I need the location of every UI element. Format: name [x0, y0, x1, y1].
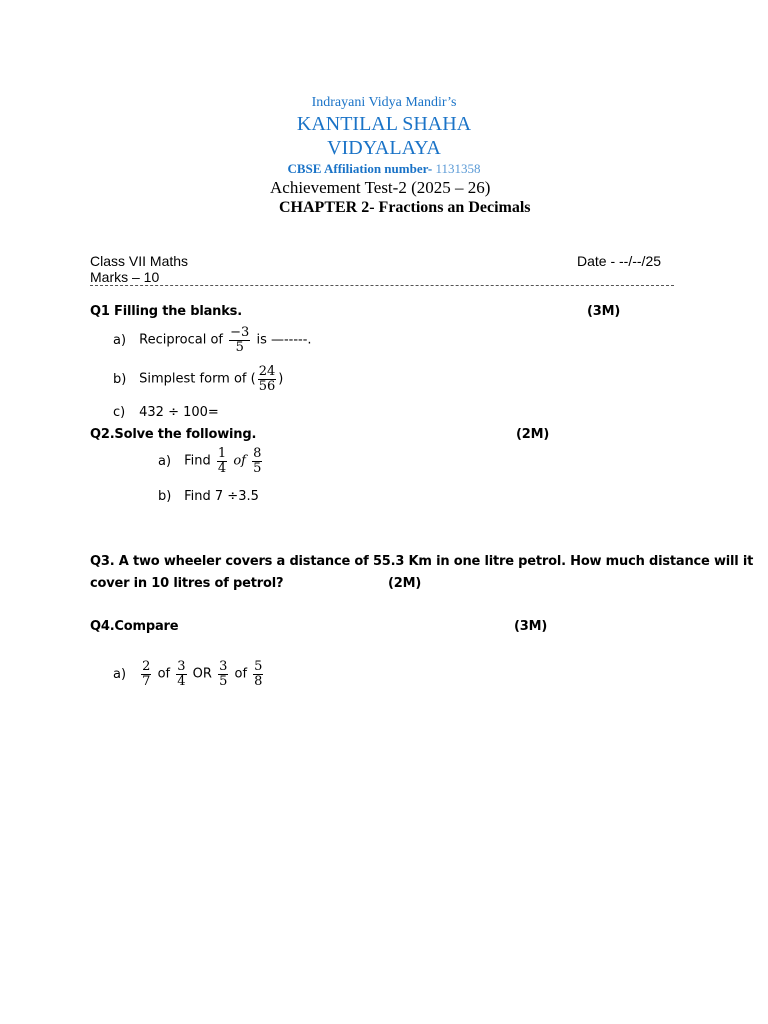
q3-text-line1: Q3. A two wheeler covers a distance of 55.3 Km in one litre petrol. How much distance will it	[90, 554, 754, 569]
item-marker: a)	[113, 332, 127, 348]
or-word: OR	[192, 666, 212, 682]
fraction	[229, 326, 250, 354]
q2-item-a	[158, 447, 264, 475]
class-subject: Class VII Maths	[90, 253, 189, 269]
q1-b-text: Simplest form of (	[139, 371, 256, 387]
q3-text-line2: cover in 10 litres of petrol?	[90, 576, 284, 591]
q1-title: Q1 Filling the blanks.	[90, 304, 242, 319]
numerator: 24	[258, 364, 276, 379]
q4-marks: (3M)	[514, 619, 548, 634]
numerator: 8	[253, 446, 262, 461]
q2-marks: (2M)	[516, 427, 550, 442]
numerator: 2	[142, 659, 151, 674]
item-marker: c)	[113, 405, 126, 420]
affiliation-label: CBSE Affiliation number-	[287, 161, 433, 176]
of-word: of	[234, 666, 248, 682]
numerator: −3	[230, 325, 250, 340]
q1-item-c	[113, 405, 219, 420]
q1-a-blank: is —-----.	[256, 332, 312, 348]
of-word: of	[157, 666, 171, 682]
q1-b-close: )	[278, 371, 284, 387]
denominator: 56	[258, 378, 276, 394]
trust-name: Indrayani Vidya Mandir’s	[311, 95, 457, 110]
denominator: 5	[253, 460, 262, 476]
q2-b-text: Find 7 ÷3.5	[184, 489, 259, 504]
school-name-line1: KANTILAL SHAHA	[296, 113, 472, 135]
fraction	[176, 660, 186, 688]
q1-a-text: Reciprocal of	[139, 332, 223, 348]
denominator: 8	[254, 673, 263, 689]
numerator: 5	[254, 659, 263, 674]
q1-item-a	[113, 326, 312, 354]
chapter-title: CHAPTER 2- Fractions an Decimals	[279, 199, 531, 216]
marks-total: Marks – 10	[90, 269, 160, 285]
q4-title: Q4.Compare	[90, 619, 179, 634]
q1-marks: (3M)	[587, 304, 621, 319]
denominator: 5	[235, 339, 244, 355]
item-marker: a)	[158, 453, 172, 469]
affiliation-line	[0, 161, 768, 177]
numerator: 3	[219, 659, 228, 674]
of-word: of	[233, 453, 246, 469]
q1-c-text: 432 ÷ 100=	[139, 405, 219, 420]
q2-a-text: Find	[184, 453, 211, 469]
separator-line	[90, 285, 674, 286]
fraction	[217, 447, 227, 475]
numerator: 3	[177, 659, 186, 674]
fraction	[141, 660, 151, 688]
q4-item-a	[113, 660, 265, 688]
school-name-line2: VIDYALAYA	[327, 137, 441, 159]
fraction	[218, 660, 228, 688]
q3-marks: (2M)	[388, 576, 422, 591]
fraction	[258, 365, 277, 393]
affiliation-number: 1131358	[435, 161, 481, 176]
q1-item-b	[113, 365, 283, 393]
q2-title: Q2.Solve the following.	[90, 427, 257, 442]
test-title: Achievement Test-2 (2025 – 26)	[270, 178, 491, 197]
item-marker: a)	[113, 666, 127, 682]
numerator: 1	[217, 446, 227, 461]
q2-item-b	[158, 489, 259, 504]
denominator: 7	[142, 673, 151, 689]
fraction	[252, 447, 262, 475]
fraction	[253, 660, 263, 688]
date-field: Date - --/--/25	[577, 253, 662, 269]
item-marker: b)	[113, 371, 127, 387]
denominator: 4	[177, 673, 186, 689]
item-marker: b)	[158, 489, 172, 504]
denominator: 5	[219, 673, 228, 689]
denominator: 4	[217, 460, 227, 476]
